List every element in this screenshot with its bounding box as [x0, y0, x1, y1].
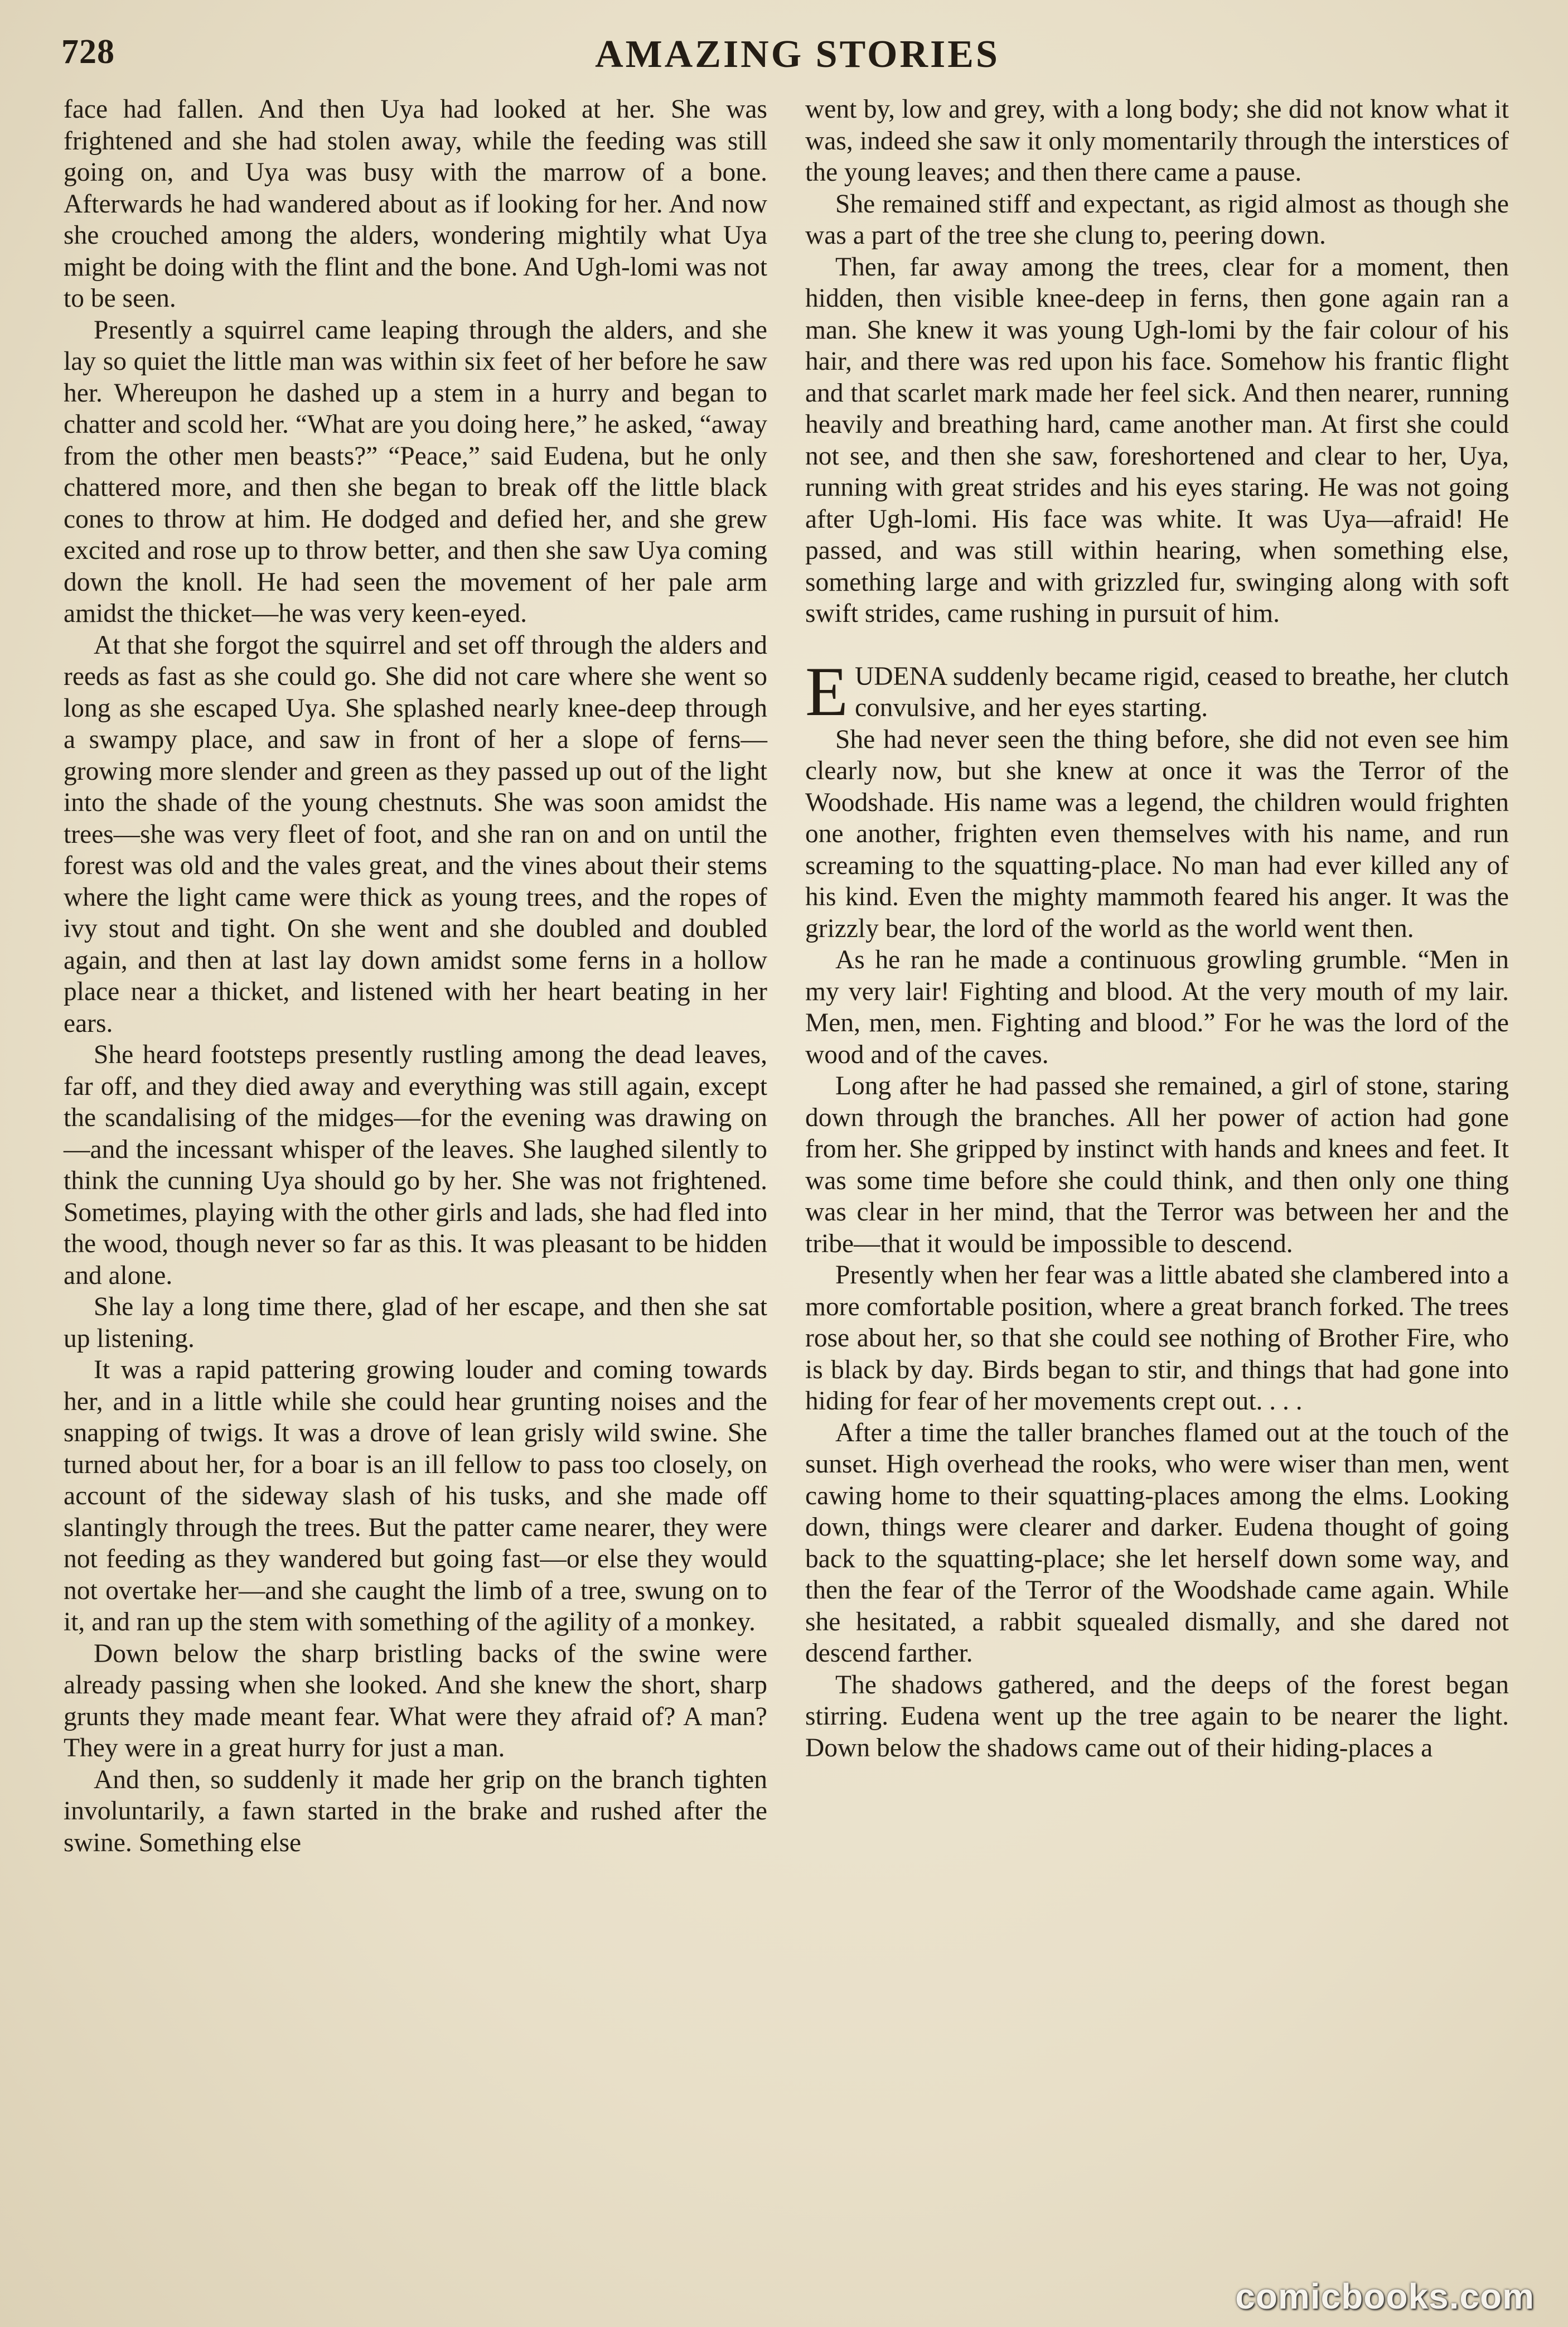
- page-header: [61, 32, 1533, 83]
- paragraph: Presently when her fear was a little abated she clambered into a more comfortable position, where a great branch forked. The trees rose about her, so that she could see nothing of Brother Fire, who is black by day. Birds began to stir, and things that had gone into hiding for fear of her movements crept out. . . .: [805, 1261, 1509, 1416]
- left-column: [64, 94, 767, 1858]
- paragraph: She lay a long time there, glad of her escape, and then she sat up listening.: [64, 1292, 767, 1353]
- paragraph: went by, low and grey, with a long body; she did not know what it was, indeed she saw it only momentarily through the interstices of the young leaves; and then there came a pause.: [805, 95, 1509, 187]
- paragraph: After a time the taller branches flamed out at the touch of the sunset. High overhead the rooks, who were wiser than men, went cawing home to their squatting-places among the elms. Looking down, things were clearer and darker. Eudena thought of going back to the squatting-place; she let herself down some way, and then the fear of the Terror of the Woodshade came again. While she hesitated, a rabbit squealed dismally, and she dared not descend farther.: [805, 1418, 1509, 1668]
- paragraph: As he ran he made a continuous growling grumble. “Men in my very lair! Fighting and blood. At the very mouth of my lair. Men, men, men. Fighting and blood.” For he was the lord of the wood and of the caves.: [805, 945, 1509, 1069]
- section-opening-text: UDENA suddenly became rigid, ceased to breathe, her clutch convulsive, and her eyes starting.: [854, 662, 1509, 722]
- running-title: AMAZING STORIES: [595, 33, 1000, 76]
- watermark: comicbooks.com: [1235, 2276, 1535, 2316]
- page-number: 728: [61, 33, 115, 71]
- paragraph: Then, far away among the trees, clear for a moment, then hidden, then visible knee-deep in ferns, then gone again ran a man. She knew it was young Ugh-lomi by the fair colour of his hair, and there was red upon his face. Somehow his frantic flight and that scarlet mark made her feel sick. And then nearer, running heavily and breathing hard, came another man. At first she could not see, and then she saw, foreshortened and clear to her, Uya, running with great strides and his eyes staring. He was not going after Ugh-lomi. His face was white. It was Uya—afraid! He passed, and was still within hearing, when something else, something large and with grizzled fur, swinging along with soft swift strides, came rushing in pursuit of him.: [805, 252, 1509, 628]
- paragraph: Long after he had passed she remained, a girl of stone, staring down through the branches. All her power of action had gone from her. She gripped by instinct with hands and knees and feet. It was some time before she could think, and then only one thing was clear in her mind, that the Terror was between her and the tribe—that it would be impossible to descend.: [805, 1071, 1509, 1258]
- drop-cap: E: [805, 653, 848, 731]
- paragraph: She had never seen the thing before, she did not even see him clearly now, but she knew at once it was the Terror of the Woodshade. His name was a legend, the children would frighten one another, frighten even themselves with his name, and run screaming to the squatting-place. No man had ever killed any of his kind. Even the mighty mammoth feared his anger. It was the grizzly bear, the lord of the world as the world went then.: [805, 725, 1509, 943]
- paragraph: At that she forgot the squirrel and set off through the alders and reeds as fast as she could go. She did not care where she went so long as she escaped Uya. She splashed nearly knee-deep through a swampy place, and saw in front of her a slope of ferns—growing more slender and green as they passed up out of the light into the shade of the young chestnuts. She was soon amidst the trees—she was very fleet of foot, and she ran on and on until the forest was old and the vales great, and the vines about their stems where the light came were thick as young trees, and the ropes of ivy stout and tight. On she went and she doubled and doubled again, and then at last lay down amidst some ferns in a hollow place near a thicket, and listened with her heart beating in her ears.: [64, 630, 767, 1038]
- paragraph: The shadows gathered, and the deeps of the forest began stirring. Eudena went up the tree again to be nearer the light. Down below the shadows came out of their hiding-places a: [805, 1670, 1509, 1763]
- paragraph: Presently a squirrel came leaping through the alders, and she lay so quiet the little man was within six feet of her before he saw her. Whereupon he dashed up a stem in a hurry and began to chatter and scold her. “What are you doing here,” he asked, “away from the other men beasts?” “Peace,” said Eudena, but he only chattered more, and then she began to break off the little black cones to throw at him. He dodged and defied her, and she grew excited and rose up to throw better, and then she saw Uya coming down the knoll. He had seen the movement of her pale arm amidst the thicket—he was very keen-eyed.: [64, 315, 767, 628]
- paragraph: She remained stiff and expectant, as rigid almost as though she was a part of the tree she clung to, peering down.: [805, 189, 1509, 250]
- paragraph: It was a rapid pattering growing louder and coming towards her, and in a little while she could hear grunting noises and the snapping of twigs. It was a drove of lean grisly wild swine. She turned about her, for a boar is an ill fellow to pass too closely, on account of the sideway slash of his tusks, and she made off slantingly through the trees. But the patter came nearer, they were not feeding as they wandered but going fast—or else they would not overtake her—and she caught the limb of a tree, swung on to it, and ran up the stem with something of the agility of a monkey.: [64, 1355, 767, 1636]
- paragraph: face had fallen. And then Uya had looked at her. She was frightened and she had stolen away, while the feeding was still going on, and Uya was busy with the marrow of a bone. Afterwards he had wandered about as if looking for her. And now she crouched among the alders, wondering mightily what Uya might be doing with the flint and the bone. And Ugh-lomi was not to be seen.: [64, 95, 767, 313]
- right-column: [805, 94, 1509, 1764]
- section-opening-paragraph: [805, 653, 1509, 731]
- paragraph: She heard footsteps presently rustling among the dead leaves, far off, and they died away and everything was still again, except the scandalising of the midges—for the evening was drawing on—and the incessant whisper of the leaves. She laughed silently to think the cunning Uya should go by her. She was not frightened. Sometimes, playing with the other girls and lads, she had fled into the wood, though never so far as this. It was pleasant to be hidden and alone.: [64, 1040, 767, 1290]
- paragraph: And then, so suddenly it made her grip on the branch tighten involuntarily, a fawn started in the brake and rushed after the swine. Something else: [64, 1765, 767, 1857]
- paragraph: Down below the sharp bristling backs of the swine were already passing when she looked. And she knew the short, sharp grunts they made meant fear. What were they afraid of? A man? They were in a great hurry for just a man.: [64, 1639, 767, 1763]
